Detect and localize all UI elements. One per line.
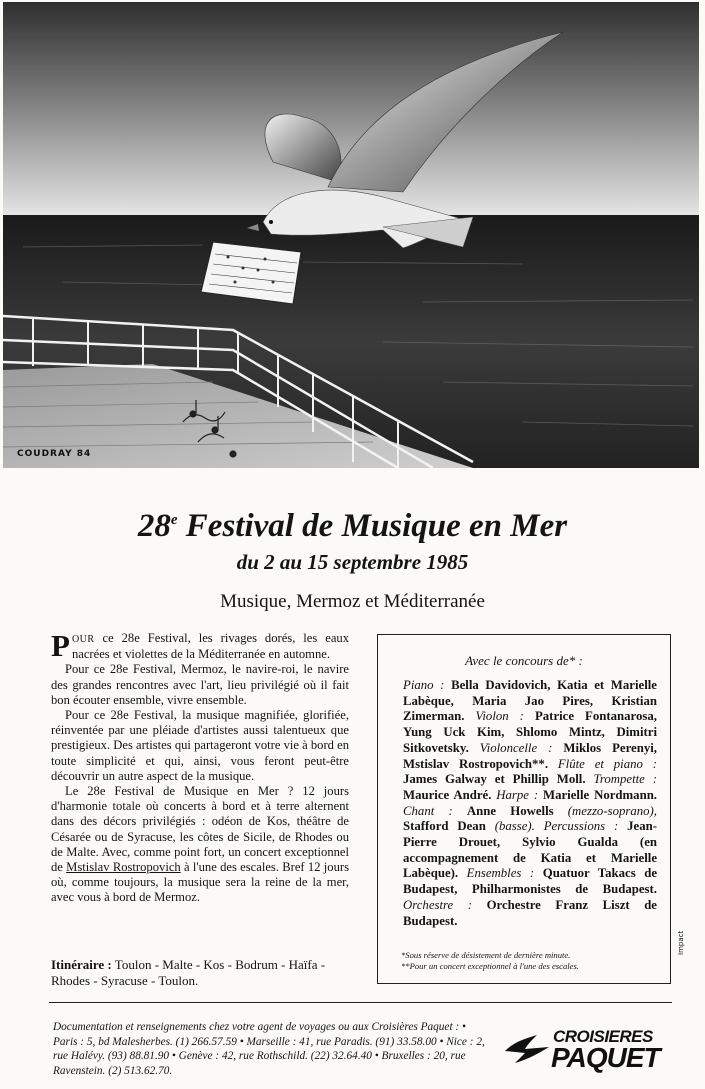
performer-names: Orchestre Franz Liszt de Budapest. xyxy=(403,897,657,928)
intro-text xyxy=(51,628,349,906)
performer-names: James Galway et Phillip Moll. xyxy=(403,772,594,787)
illustrator-signature: COUDRAY 84 xyxy=(17,449,92,459)
rostropovich-name: Mstislav Rostropovich xyxy=(66,860,181,875)
performer-names: Patrice Fontanarosa, Yung Uck Kim, Shlomo Mintz, Dimitri Sitkovetsky. xyxy=(403,709,657,755)
instrument-label: Harpe : xyxy=(496,787,544,802)
performer-names: Maurice André. xyxy=(403,787,497,802)
festival-title: 28e Festival de Musique en Mer xyxy=(137,508,568,544)
performer-names: Quatuor Takacs de Budapest, Philharmonistes de Budapest. xyxy=(403,866,658,897)
instrument-label: Violon : xyxy=(475,709,535,724)
instrument-label: Flûte et piano : xyxy=(557,756,657,771)
performer-names: Marielle Nordmann. xyxy=(543,787,658,802)
instrument-label: Ensembles : xyxy=(466,866,543,881)
performers-list xyxy=(403,678,657,929)
bird-logo-icon xyxy=(503,1031,551,1067)
intro-paragraph-3: Pour ce 28e Festival, la musique magnifiée, glorifiée, réinventée par une pléiade d'artistes aussi talentueux que prestigieux. Des artistes qui partageront votre vie à bord en toute simplicité et qui, ainsi, vous feront peut-être découvrir un autre aspect de la musique. xyxy=(51,708,349,783)
performers-header: Avec le concours de* : xyxy=(465,653,583,668)
instrument-label: Piano : xyxy=(403,678,452,692)
contact-info: Documentation et renseignements chez votre agent de voyages ou aux Croisières Paquet : • Paris : 5, bd Malesherbes. (1) 266.57.59 • Marseille : 41, rue Paradis. (91) 33.58.00 • Nice : 2, rue Halévy. (93) 88.81.90 • Genève : 42, rue Rothschild. (22) 32.64.40 • Bruxelles : 20, rue Ravenstein. (2) 513.62.70. xyxy=(53,1021,485,1077)
instrument-label: Chant : xyxy=(403,803,467,818)
instrument-label: (mezzo-soprano), xyxy=(567,803,657,818)
instrument-label: Trompette : xyxy=(593,772,657,787)
performers-notes: *Sous réserve de désistement de dernière minute. **Pour un concert exceptionnel à l'une des escales. xyxy=(401,950,579,971)
footer-divider xyxy=(49,1002,672,1003)
performers-box xyxy=(377,634,671,984)
performer-names: Stafford Dean xyxy=(403,819,495,834)
festival-dates: du 2 au 15 septembre 1985 xyxy=(236,550,469,574)
illustration xyxy=(3,2,699,468)
instrument-label: (basse). Percussions : xyxy=(494,819,628,834)
intro-paragraph-1: POUR ce 28e Festival, les rivages dorés, les eaux nacrées et violettes de la Méditerranée en automne. xyxy=(51,628,349,663)
intro-paragraph-2: Pour ce 28e Festival, Mermoz, le navire-roi, le navire des grandes rencontres avec l'art, lieu privilégié où il fait bon écouter ensemble, vivre ensemble. xyxy=(51,662,349,707)
printer-credit: Impact xyxy=(677,930,685,955)
instrument-label: Violoncelle : xyxy=(479,740,564,755)
intro-paragraph-4: Le 28e Festival de Musique en Mer ? 12 jours d'harmonie totale où concerts à bord et à terre alternent dans des décors privilégiés : odéon de Kos, théâtre de Césarée ou de Syracuse, les côtes de Sicile, de Rhodes ou de Malte. Avec, comme point fort, un concert exceptionnel de Mstislav Rostropovich à l'une des escales. Bref 12 jours où, comme toujours, la musique sera la reine de la mer, avec vous à bord de Mermoz. xyxy=(51,784,349,905)
instrument-label: Orchestre : xyxy=(403,897,487,912)
performer-names: Bella Davidovich, Katia et Marielle Labèque, Maria Jao Pires, Kristian Zimerman. xyxy=(403,678,657,724)
festival-tagline: Musique, Mermoz et Méditerranée xyxy=(220,591,485,612)
itinerary: Itinéraire : Toulon - Malte - Kos - Bodrum - Haïfa - Rhodes - Syracuse - Toulon. xyxy=(51,957,326,988)
performer-names: Miklos Perenyi, Mstislav Rostropovich**. xyxy=(403,740,657,771)
croisieres-paquet-logo: CROISIERES PAQUET xyxy=(503,1027,678,1073)
performer-names: Anne Howells xyxy=(466,803,568,818)
seagull-ship-illustration xyxy=(3,2,699,468)
performer-names: Jean-Pierre Drouet, Sylvio Gualda (en accompagnement de Katia et Marielle Labèque). xyxy=(403,819,657,881)
drop-cap: P xyxy=(51,628,70,663)
